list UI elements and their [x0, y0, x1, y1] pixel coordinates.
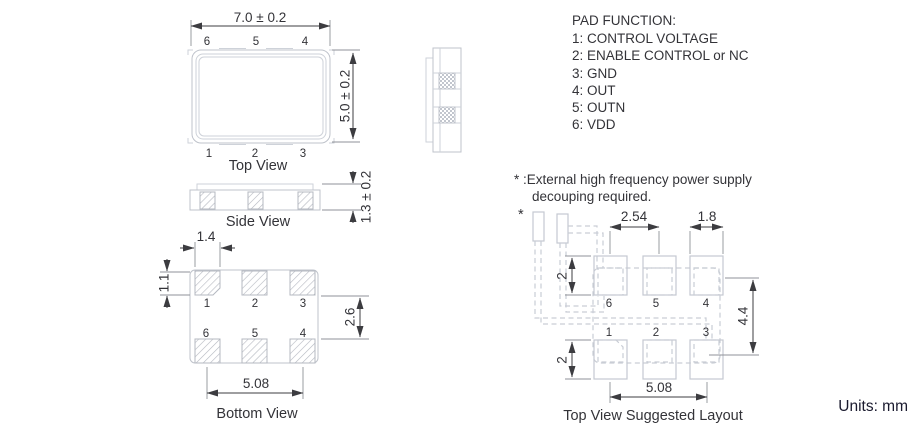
dim-label-span: 5.08	[645, 380, 673, 395]
layout-asterisk: *	[518, 207, 524, 223]
top-view	[188, 10, 360, 174]
pad-function-item-4: 4: OUT	[572, 83, 616, 98]
pin-label-6: 6	[202, 328, 210, 340]
dim-label-width: 7.0 ± 0.2	[233, 10, 287, 25]
pad-function-item-2: 2: ENABLE CONTROL or NC	[572, 48, 749, 63]
dim-label-pitch: 2.54	[620, 209, 648, 224]
package-outline-outer	[192, 50, 330, 143]
solder-pad	[298, 192, 313, 209]
land-pad-3	[690, 340, 723, 379]
lid-profile	[426, 58, 433, 142]
lid-outline	[197, 184, 313, 190]
pin-label-1: 1	[605, 327, 613, 339]
solder-pad	[200, 192, 215, 209]
pin-label-4: 4	[301, 36, 309, 48]
dim-label-pad-height: 1.1	[156, 273, 172, 293]
pad-function-item-5: 5: OUTN	[572, 100, 626, 115]
pad-overlay-5	[647, 268, 672, 295]
package-lid-outline	[199, 57, 323, 136]
solder-pad	[439, 107, 455, 123]
view-label-side: Side View	[225, 214, 291, 230]
dim-label-span: 5.08	[242, 376, 270, 391]
dim-label-height: 5.0 ± 0.2	[337, 69, 353, 123]
package-outline-mid	[196, 54, 326, 139]
pin-label-2: 2	[251, 298, 259, 310]
land-pad-5	[643, 256, 676, 295]
dim-label-pad-width: 1.8	[697, 209, 717, 224]
view-label-bottom: Bottom View	[216, 406, 298, 422]
pad-5	[242, 339, 267, 363]
body-profile	[433, 48, 461, 152]
pin-label-5: 5	[252, 36, 260, 48]
decoupling-note	[514, 172, 752, 204]
pin-label-3: 3	[702, 327, 710, 339]
solder-pad	[439, 73, 455, 89]
end-view	[426, 48, 461, 152]
note-line-1: :External high frequency power supply	[523, 172, 752, 187]
pin-label-3: 3	[299, 148, 307, 160]
edge-castellation-ticks	[219, 49, 293, 145]
layout-view	[518, 207, 759, 424]
view-label-top: Top View	[228, 158, 288, 174]
pad-overlay-3	[694, 340, 719, 362]
pad-overlay-6	[598, 268, 623, 295]
pin-label-6: 6	[203, 36, 211, 48]
pin-label-5: 5	[251, 328, 259, 340]
pin-label-6: 6	[605, 298, 613, 310]
pin-label-3: 3	[299, 298, 307, 310]
pad-function-item-6: 6: VDD	[572, 117, 616, 132]
pin-label-5: 5	[652, 298, 660, 310]
pad-4	[290, 339, 315, 363]
capacitor-pad	[533, 212, 544, 241]
pin-label-2: 2	[652, 327, 660, 339]
bottom-view	[157, 229, 370, 422]
pad-3	[290, 271, 315, 295]
pad-overlay-2	[647, 340, 672, 362]
pin-label-2: 2	[251, 148, 259, 160]
pad-6	[195, 339, 220, 363]
solder-pad	[248, 192, 263, 209]
pad-2	[242, 271, 267, 295]
pin-label-1: 1	[205, 148, 213, 160]
corner-marks	[188, 50, 334, 143]
units-label: Units: mm	[838, 398, 908, 415]
pad-function-item-1: 1: CONTROL VOLTAGE	[572, 31, 719, 46]
land-pad-2	[643, 340, 676, 379]
dim-label-thickness: 1.3 ± 0.2	[358, 170, 374, 224]
note-line-2: decouping required.	[532, 189, 652, 204]
pad-function-item-3: 3: GND	[572, 66, 618, 81]
pin-label-4: 4	[702, 298, 710, 310]
dim-label-pad-width: 1.4	[196, 229, 216, 244]
pad-function-legend	[572, 13, 749, 132]
trace-outline	[568, 233, 603, 268]
side-view	[190, 171, 374, 230]
dim-label-pad-height-bottom: 2	[554, 356, 570, 364]
note-asterisk: *	[514, 172, 520, 187]
land-pad-4	[690, 256, 723, 295]
pad-1-chamfered	[195, 271, 220, 295]
capacitor-pad	[557, 214, 568, 243]
dim-label-row-span: 4.4	[735, 306, 751, 326]
pad-function-title: PAD FUNCTION:	[572, 13, 676, 28]
pin-label-1: 1	[203, 298, 211, 310]
dim-label-row-gap: 2.6	[342, 307, 358, 327]
pad-overlay-4	[694, 268, 719, 295]
package-outline-overlay	[593, 268, 720, 363]
pad-overlay-1-chamfered	[598, 340, 623, 362]
pin-label-4: 4	[299, 328, 307, 340]
view-label-layout: Top View Suggested Layout	[563, 408, 743, 424]
dim-label-pad-height-top: 2	[554, 272, 570, 280]
land-pad-6	[594, 256, 627, 295]
